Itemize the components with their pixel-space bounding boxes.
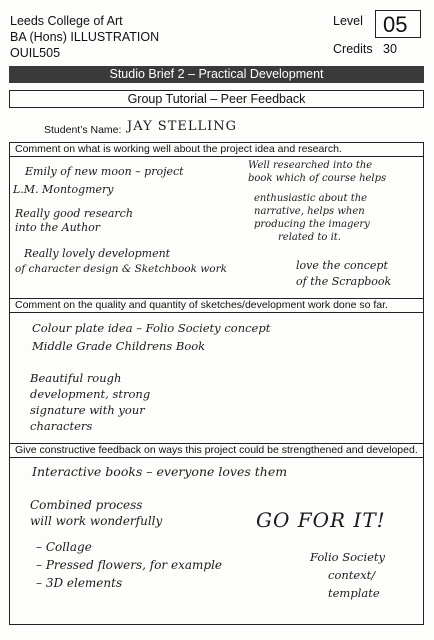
section-prompt: Give constructive feedback on ways this project could be strengthened and developed. [10,444,423,458]
handwritten-note: Colour plate idea – Folio Society concept [32,321,271,335]
section-prompt: Comment on what is working well about the project idea and research. [10,143,423,157]
brief-title: Studio Brief 2 – Practical Development [109,67,324,81]
handwritten-note: GO FOR IT! [256,508,386,532]
handwritten-note: template [328,586,380,600]
handwritten-note: of character design & Sketchbook work [15,263,227,275]
credits-value: 30 [383,42,397,56]
handwritten-note: signature with your [30,403,145,417]
student-name: JAY STELLING [127,119,238,134]
handwritten-note: – 3D elements [36,576,123,590]
handwritten-note: L.M. Montogmery [13,183,114,196]
handwritten-note: enthusiastic about the [254,193,368,204]
brief-title-bar [9,66,424,83]
handwritten-note: – Pressed flowers, for example [36,558,223,572]
handwritten-note: Really lovely development [24,247,171,260]
handwritten-note: – Collage [36,540,92,554]
handwritten-note: related to it. [278,232,341,243]
module-code: OUIL505 [10,46,61,60]
feedback-section-improvements [9,443,424,625]
section-prompt: Comment on the quality and quantity of sketches/development work done so far. [10,299,423,313]
handwritten-note: Folio Society [310,550,386,564]
handwritten-note: Beautiful rough [30,371,122,385]
handwritten-note: Really good research [15,207,133,220]
handwritten-note: narrative, helps when [254,206,365,217]
form-title-box [9,90,424,108]
handwritten-note: characters [30,419,93,433]
handwritten-note: of the Scrapbook [296,275,392,288]
handwritten-note: love the concept [296,259,388,272]
handwritten-note: Combined process [30,498,143,512]
handwritten-note: into the Author [15,221,101,234]
handwritten-note: producing the imagery [254,219,370,230]
college-name: Leeds College of Art [10,14,123,28]
level-value: 05 [383,12,408,37]
handwritten-note: Well researched into the [248,160,373,171]
handwritten-note: Middle Grade Childrens Book [32,339,206,353]
handwritten-note: book which of course helps [248,173,387,184]
handwritten-note: context/ [328,568,376,582]
level-label: Level [333,14,363,28]
handwritten-note: Emily of new moon – project [25,165,184,178]
feedback-section-sketches [9,298,424,444]
handwritten-note: Interactive books – everyone loves them [32,464,288,479]
student-label: Student’s Name: [44,124,122,136]
handwritten-note: will work wonderfully [30,514,163,528]
feedback-section-working-well [9,142,424,299]
credits-label: Credits [333,42,373,56]
form-title: Group Tutorial – Peer Feedback [127,92,306,106]
handwritten-note: development, strong [30,387,151,401]
course-name: BA (Hons) ILLUSTRATION [10,30,160,44]
level-value-box [375,10,421,38]
